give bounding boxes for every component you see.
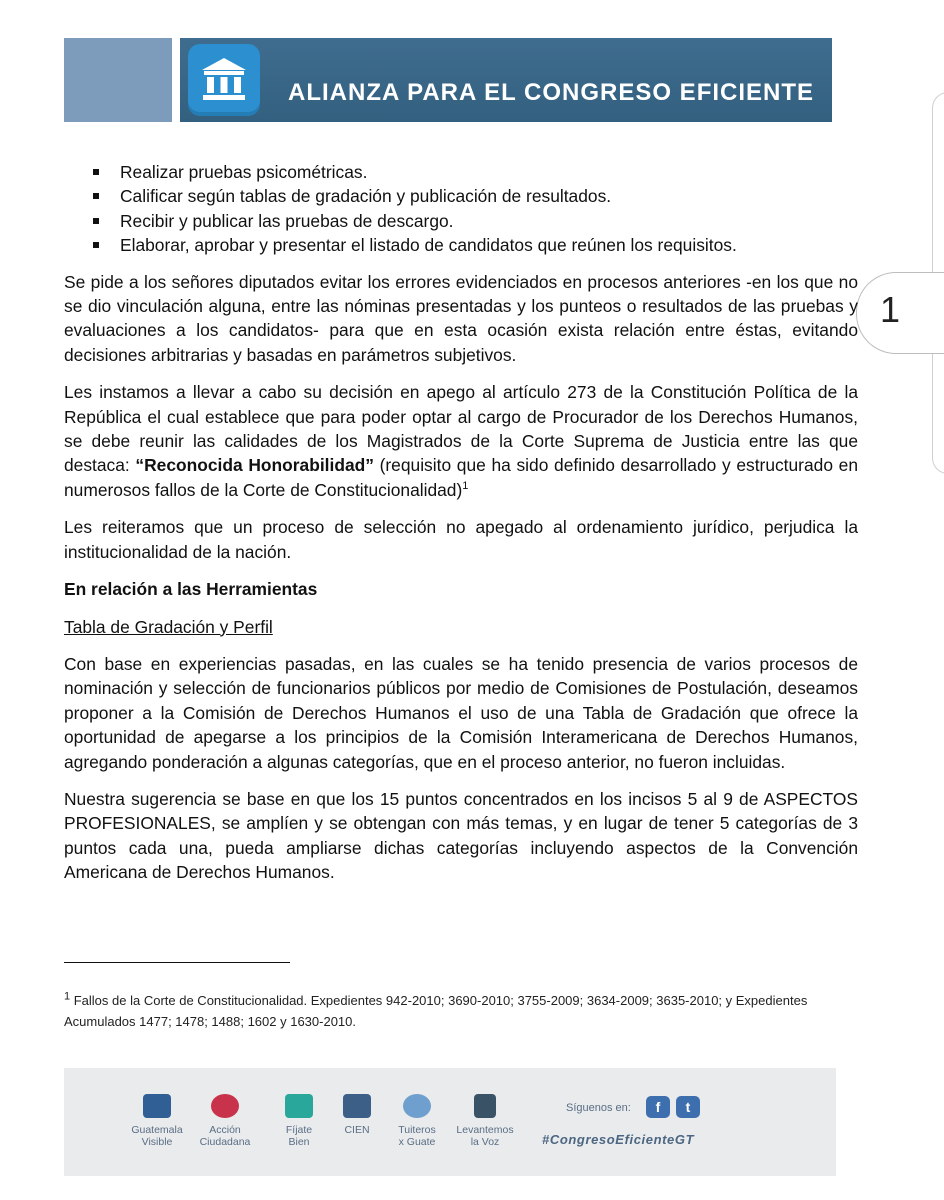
page-number: 1 [880,289,901,330]
footnote-ref[interactable]: 1 [462,480,469,493]
partner-name: x Guate [398,1136,436,1148]
partner-name: Tuiteros [398,1124,436,1136]
header-banner [180,38,832,122]
partner-guatemala-visible[interactable] [122,1094,192,1148]
footnote-number: 1 [64,990,71,1003]
paragraph: Les reiteramos que un proceso de selección no apegado al ordenamiento jurídico, perjudica la institucionalidad de la nación. [64,517,858,562]
bold-quote: “Reconocida Honorabilidad” [135,455,374,476]
list-item: Calificar según tablas de gradación y publicación de resultados. [120,184,858,208]
footnote-text: Fallos de la Corte de Constitucionalidad. Expedientes 942-2010; 3690-2010; 3755-2009; 3634-2009; 3635-2010; y Expedientes Acumulados 1477; 1478; 1488; 1602 y 1630-2010. [64,993,808,1029]
paragraph [64,380,858,502]
paragraph-text: Les instamos a llevar a cabo su decisión en apego al artículo 273 de la Constitución Política de la República el cual establece que para poder optar al cargo de Procurador de los Derechos Humanos, se debe reunir las calidades de los Magistrados de la Corte Suprema de Justicia entre las que destaca: [64,382,858,476]
cien-logo-icon [343,1094,371,1118]
accion-ciudadana-logo-icon [211,1094,239,1118]
guatemala-visible-logo-icon [143,1094,171,1118]
bullet-list [64,160,858,258]
paragraph: Se pide a los señores diputados evitar los errores evidenciados en procesos anteriores -en los que no se dio vinculación alguna, entre las nóminas presentadas y los punteos o resultados de las pruebas y evaluaciones a los candidatos- para que en esta ocasión exista relación entre éstas, evitando decisiones arbitrarias y basadas en parámetros subjetivos. [64,271,858,365]
courthouse-icon [188,44,260,116]
subsection-heading: Tabla de Gradación y Perfil [64,616,273,637]
partner-name: Fíjate [285,1124,313,1136]
fijate-bien-logo-icon [285,1094,313,1118]
footer-partners [64,1068,836,1176]
list-item: Recibir y publicar las pruebas de descargo. [120,209,858,233]
partner-name: Visible [141,1136,173,1148]
follow-label: Síguenos en: [566,1102,631,1114]
facebook-icon[interactable]: f [646,1096,670,1118]
partner-tuiteros-x-guate[interactable] [382,1094,452,1148]
partner-name: Levantemos [456,1124,514,1136]
partner-name: Guatemala [131,1124,183,1136]
list-item: Elaborar, aprobar y presentar el listado de candidatos que reúnen los requisitos. [120,233,858,257]
partner-levantemos-la-voz[interactable] [450,1094,520,1148]
partner-accion-ciudadana[interactable] [190,1094,260,1148]
footnote-divider [64,962,290,963]
hashtag-link[interactable]: #CongresoEficienteGT [542,1132,695,1147]
partner-name: Bien [288,1136,310,1148]
header-title: ALIANZA PARA EL CONGRESO EFICIENTE [288,79,815,106]
twitter-icon[interactable]: t [676,1096,700,1118]
megaphone-icon [474,1094,496,1118]
section-heading: En relación a las Herramientas [64,579,318,600]
body-content [64,160,858,898]
list-item: Realizar pruebas psicométricas. [120,160,858,184]
bird-icon [403,1094,431,1118]
partner-name: la Voz [470,1136,500,1148]
partner-name: Ciudadana [199,1136,251,1148]
partner-name: CIEN [344,1124,370,1136]
paragraph-text: (requisito que ha sido definido desarrollado y estructurado en numerosos fallos de la Corte de Constitucionalidad) [64,455,858,500]
partner-name: Acción [209,1124,241,1136]
paragraph: Nuestra sugerencia se base en que los 15 puntos concentrados en los incisos 5 al 9 de ASPECTOS PROFESIONALES, se amplíen y se obtengan con más temas, y en lugar de tener 5 categorías de 3 puntos cada una, pueda ampliarse dichas categorías incluyendo aspectos de la Convención Americana de Derechos Humanos. [64,788,858,883]
footnote [64,990,844,1032]
paragraph: Con base en experiencias pasadas, en las cuales se ha tenido presencia de varios procesos de nominación y selección de funcionarios públicos por medio de Comisiones de Postulación, deseamos proponer a la Comisión de Derechos Humanos el uso de una Tabla de Gradación que ofrece la oportunidad de apegarse a los principios de la Comisión Interamericana de Derechos Humanos, agregando ponderación a algunas categorías, que en el proceso anterior, no fueron incluidas. [64,653,858,772]
banner-accent-block [64,38,172,122]
